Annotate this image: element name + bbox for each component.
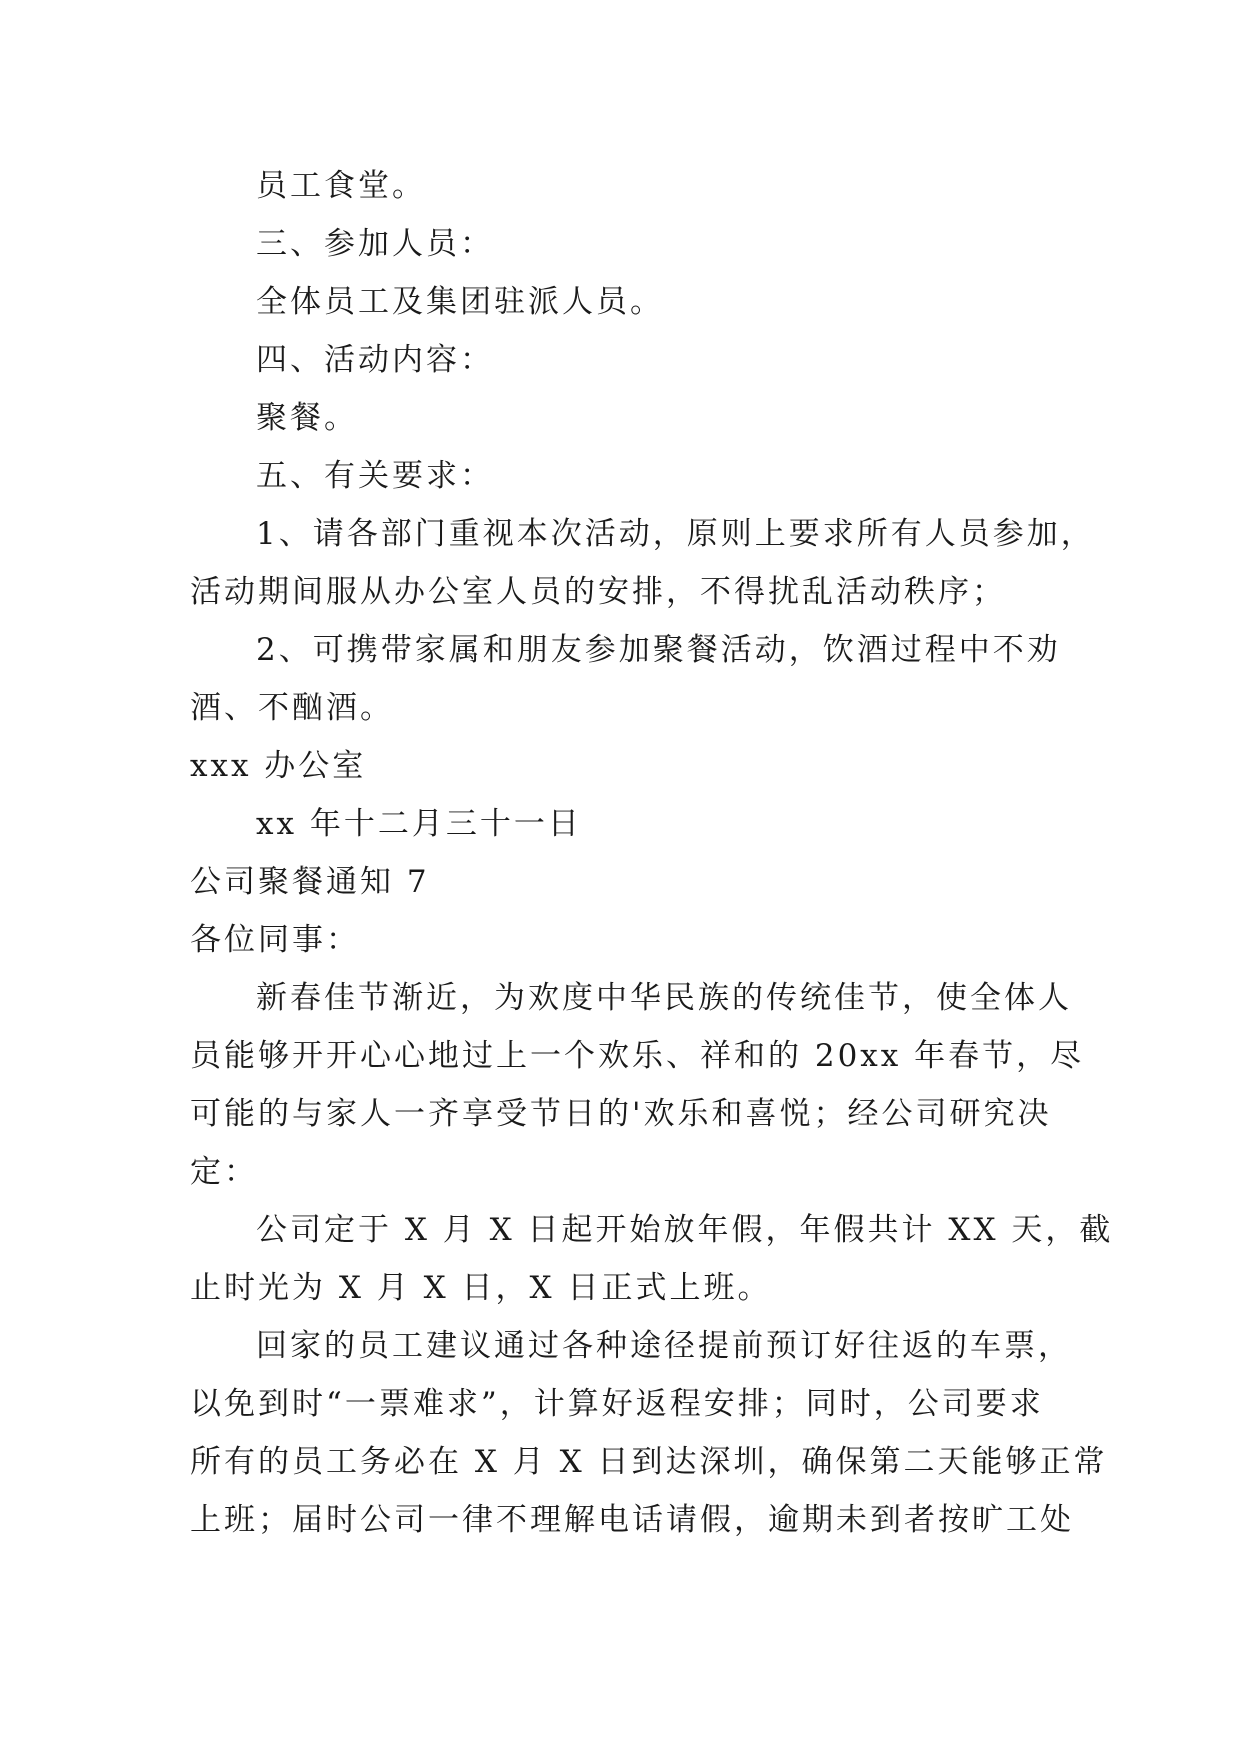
paragraph-line: 定： xyxy=(190,1154,258,1190)
section-heading: 三、参加人员： xyxy=(256,226,494,262)
paragraph-line: 新春佳节渐近，为欢度中华民族的传统佳节，使全体人 xyxy=(256,980,1072,1016)
paragraph-line: 可能的与家人一齐享受节日的'欢乐和喜悦；经公司研究决 xyxy=(190,1096,1052,1132)
notice-title: 公司聚餐通知 7 xyxy=(190,864,430,900)
paragraph-line: 聚餐。 xyxy=(256,400,358,436)
paragraph-line: 所有的员工务必在 X 月 X 日到达深圳，确保第二天能够正常 xyxy=(190,1444,1108,1480)
paragraph-line: 全体员工及集团驻派人员。 xyxy=(256,284,664,320)
paragraph-line: 员能够开开心心地过上一个欢乐、祥和的 20xx 年春节，尽 xyxy=(190,1038,1085,1074)
paragraph-line: 活动期间服从办公室人员的安排，不得扰乱活动秩序； xyxy=(190,574,1006,610)
signature-date: xx 年十二月三十一日 xyxy=(256,806,582,842)
paragraph-line: 止时光为 X 月 X 日，X 日正式上班。 xyxy=(190,1270,772,1306)
paragraph-line: 上班；届时公司一律不理解电话请假，逾期未到者按旷工处 xyxy=(190,1502,1074,1538)
paragraph-line: 公司定于 X 月 X 日起开始放年假，年假共计 XX 天，截 xyxy=(256,1212,1114,1248)
paragraph-line: 员工食堂。 xyxy=(256,168,426,204)
paragraph-line: 回家的员工建议通过各种途径提前预订好往返的车票， xyxy=(256,1328,1072,1364)
paragraph-line: 1、请各部门重视本次活动，原则上要求所有人员参加， xyxy=(256,516,1095,552)
signature-office: xxx 办公室 xyxy=(190,748,367,784)
salutation: 各位同事： xyxy=(190,922,360,958)
paragraph-line: 2、可携带家属和朋友参加聚餐活动，饮酒过程中不劝 xyxy=(256,632,1061,668)
paragraph-line: 以免到时“一票难求”，计算好返程安排；同时，公司要求 xyxy=(190,1386,1044,1422)
section-heading: 五、有关要求： xyxy=(256,458,494,494)
paragraph-line: 酒、不酗酒。 xyxy=(190,690,394,726)
section-heading: 四、活动内容： xyxy=(256,342,494,378)
